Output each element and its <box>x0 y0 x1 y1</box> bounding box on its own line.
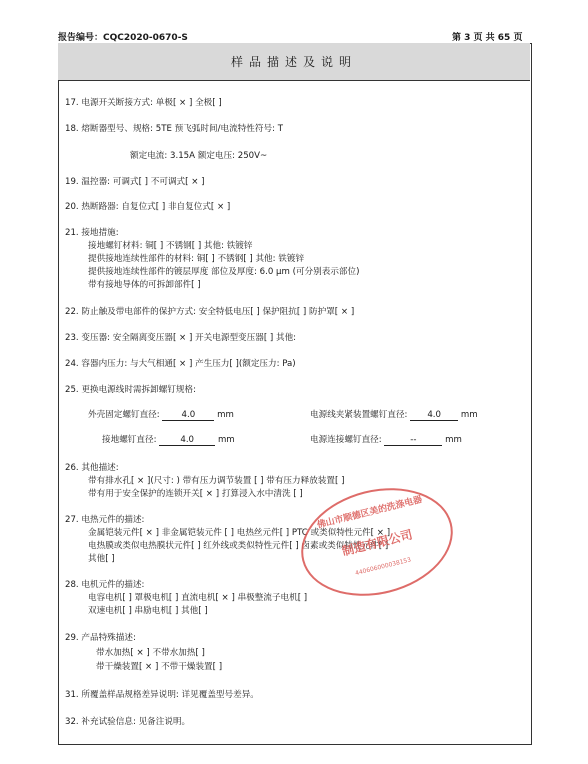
seal-bottom-text: 440606000038153 <box>354 556 412 578</box>
housing-screw-label: 外壳固定螺钉直径: <box>88 410 160 420</box>
line-31: 31. 所覆盖样品规格差异说明: 详见覆盖型号差异。 <box>65 690 259 700</box>
line-19: 19. 温控器: 可调式[ ] 不可调式[ × ] <box>65 177 205 187</box>
line-29-a: 带水加热[ × ] 不带水加热[ ] <box>96 648 205 658</box>
supply-screw-value: -- <box>384 435 442 446</box>
line-28: 28. 电机元件的描述: <box>65 580 145 590</box>
cord-clamp-screw-label: 电源线夹紧装置螺钉直径: <box>310 410 408 420</box>
line-21-d: 带有接地导体的可拆卸部件[ ] <box>88 280 201 290</box>
screw-row-2-right <box>310 433 462 446</box>
screw-row-1-right <box>310 408 478 421</box>
housing-screw-unit: mm <box>217 410 234 420</box>
line-24: 24. 容器内压力: 与大气相通[ × ] 产生压力[ ](额定压力: Pa) <box>65 359 296 369</box>
line-25: 25. 更换电源线时需拆卸螺钉规格: <box>65 385 197 395</box>
line-20: 20. 热断路器: 自复位式[ ] 非自复位式[ × ] <box>65 202 231 212</box>
earth-screw-value: 4.0 <box>159 435 215 446</box>
line-26-b: 带有用于安全保护的连锁开关[ × ] 打算浸入水中清洗 [ ] <box>88 489 303 499</box>
line-27-c: 其他[ ] <box>88 554 115 564</box>
earth-screw-unit: mm <box>217 435 235 445</box>
line-27-a: 金属铠装元件[ × ] 非金属铠装元件 [ ] 电热丝元件[ ] PTC 或类似特性元件[ × ] <box>88 528 391 538</box>
line-26-a: 带有排水孔[ × ](尺寸: ) 带有压力调节装置 [ ] 带有压力释放装置[ ] <box>88 476 345 486</box>
line-26: 26. 其他描述: <box>65 463 119 473</box>
line-27-b: 电热膜或类似电热膜状元件[ ] 红外线或类似特性元件[ ] 卤素或类似特性元件[ ] <box>88 541 389 551</box>
housing-screw-value: 4.0 <box>162 410 214 421</box>
seal-middle-text: 制造有限公司 <box>340 527 414 559</box>
line-27: 27. 电热元件的描述: <box>65 515 145 525</box>
page-title: 样品描述及说明 <box>230 55 357 69</box>
supply-screw-label: 电源连接螺钉直径: <box>310 435 382 445</box>
line-32: 32. 补充试验信息: 见备注说明。 <box>65 717 191 727</box>
line-18-rating: 额定电流: 3.15A 额定电压: 250V~ <box>130 151 268 161</box>
supply-screw-unit: mm <box>445 435 462 445</box>
cord-clamp-screw-value: 4.0 <box>410 410 458 421</box>
line-21-c: 提供接地连续性部件的镀层厚度 部位及厚度: 6.0 μm (可分别表示部位) <box>88 267 360 277</box>
line-28-a: 电容电机[ ] 罩极电机[ ] 直流电机[ × ] 串极整流子电机[ ] <box>88 593 308 603</box>
cord-clamp-screw-unit: mm <box>460 410 478 420</box>
line-21-b: 提供接地连续性部件的材料: 铜[ ] 不锈钢[ ] 其他: 铁镀锌 <box>88 254 305 264</box>
line-23: 23. 变压器: 安全隔离变压器[ × ] 开关电源型变压器[ ] 其他: <box>65 333 297 343</box>
line-18: 18. 熔断器型号、规格: 5TE 预飞弧时间/电流特性符号: T <box>65 124 283 134</box>
line-28-b: 双速电机[ ] 串励电机[ ] 其他[ ] <box>88 606 208 616</box>
line-22: 22. 防止触及带电部件的保护方式: 安全特低电压[ ] 保护阻抗[ ] 防护罩[ × ] <box>65 307 355 317</box>
line-29: 29. 产品特殊描述: <box>65 633 136 643</box>
seal-top-text: 佛山市顺德区美的洗涤电器 <box>316 494 424 531</box>
line-29-b: 带干燥装置[ × ] 不带干燥装置[ ] <box>96 662 223 672</box>
earth-screw-label: 接地螺钉直径: <box>102 435 157 445</box>
line-21-a: 接地螺钉材料: 铜[ ] 不锈钢[ ] 其他: 铁镀锌 <box>88 241 253 251</box>
line-17: 17. 电源开关断接方式: 单极[ × ] 全极[ ] <box>65 98 222 108</box>
screw-row-2 <box>102 433 235 446</box>
screw-row-1 <box>88 408 234 421</box>
line-21: 21. 接地措施: <box>65 228 119 238</box>
report-number: 报告编号：CQC2020-0670-S <box>58 33 188 43</box>
page-indicator: 第 3 页 共 65 页 <box>452 33 523 43</box>
